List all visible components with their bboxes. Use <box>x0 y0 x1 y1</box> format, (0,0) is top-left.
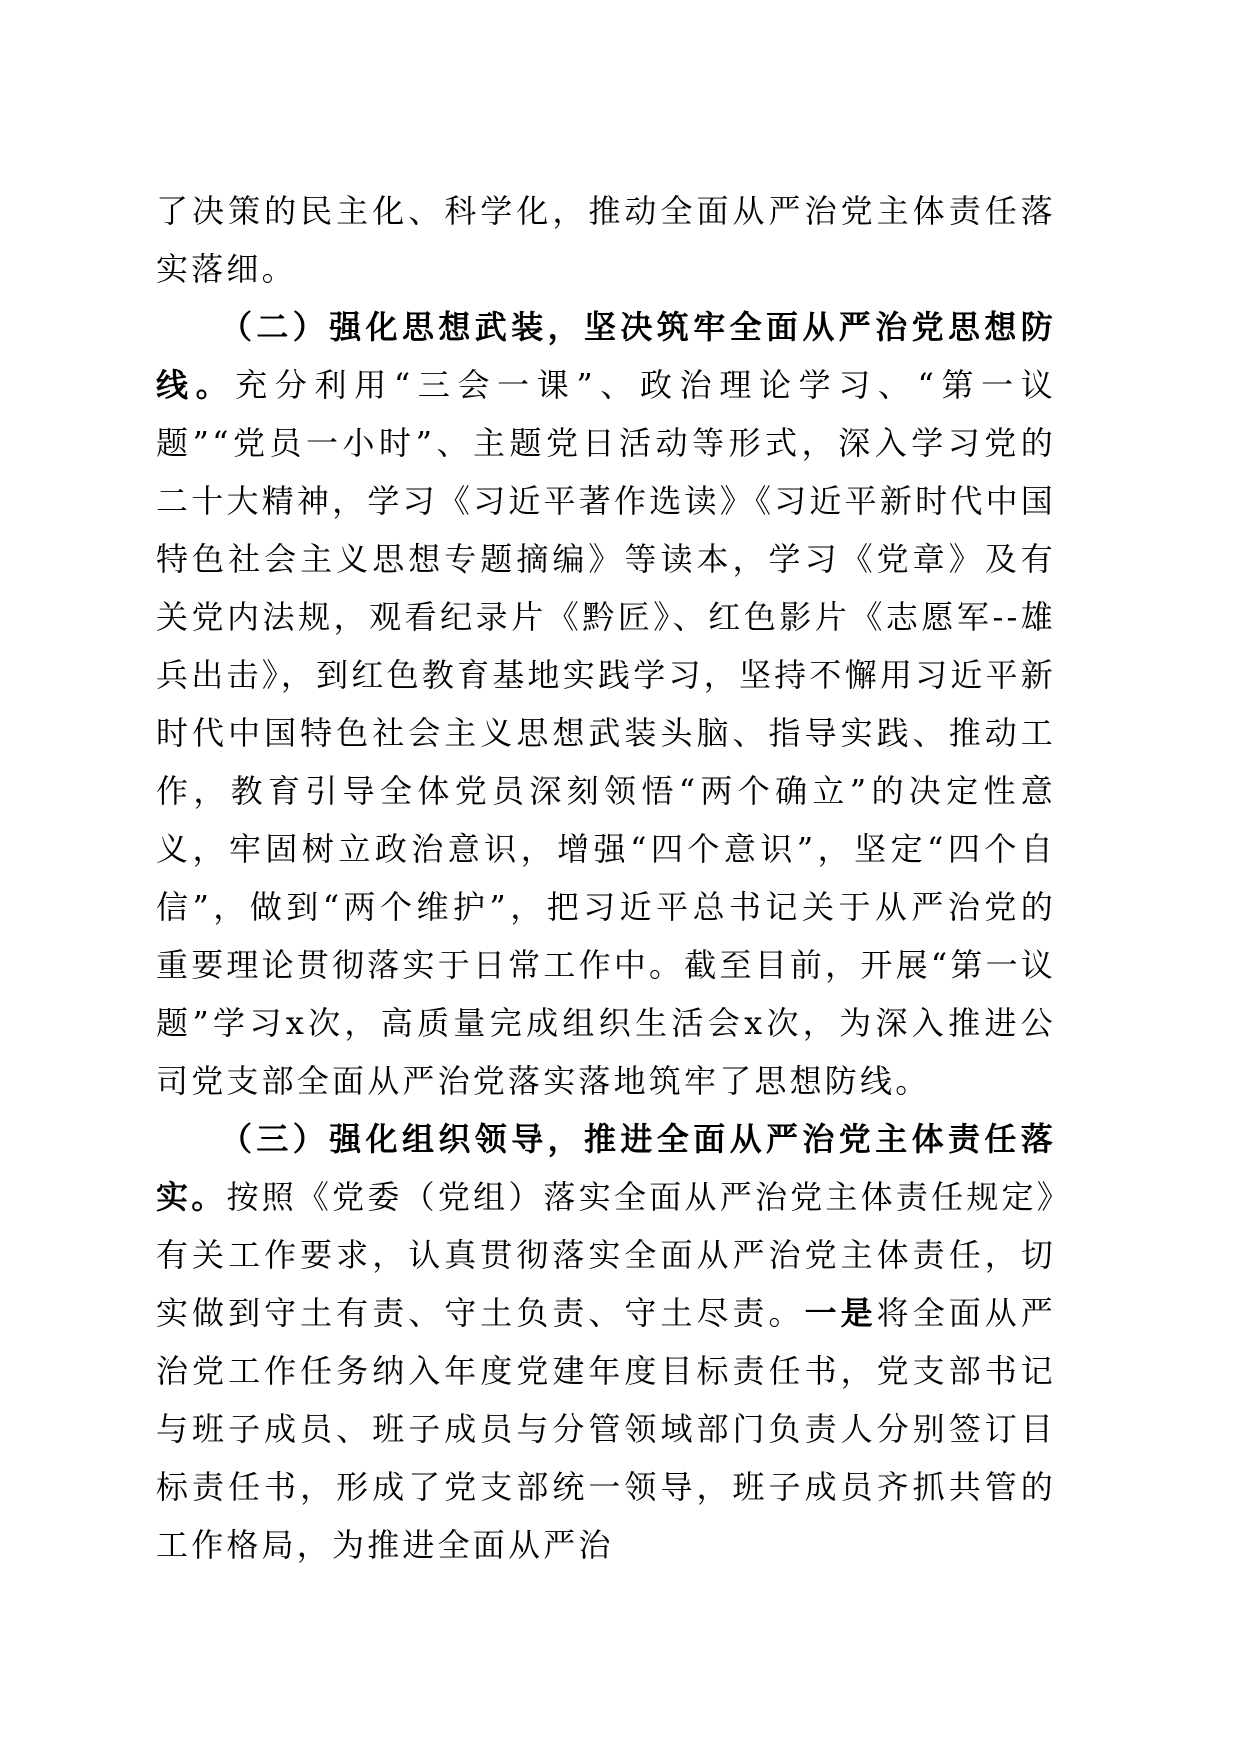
section-3-paragraph <box>156 1110 1056 1574</box>
section-3-heading: （三）强化组织领导，推进全面从严治党主体责任落实。 <box>156 1120 1056 1216</box>
paragraph-text: 了决策的民主化、科学化，推动全面从严治党主体责任落实落细。 <box>156 192 1056 288</box>
point-1-text: 将全面从严治党工作任务纳入年度党建年度目标责任书，党支部书记与班子成员、班子成员与分管领域部门负责人分别签订目标责任书，形成了党支部统一领导，班子成员齐抓共管的工作格局，为推进全面从严治 <box>156 1294 1056 1564</box>
section-2-heading: （二）强化思想武装，坚决筑牢全面从严治党思想防线。 <box>156 308 1056 404</box>
section-3-body-intro: 按照《党委（党组）落实全面从严治党主体责任规定》有关工作要求，认真贯彻落实全面从严治党主体责任，切实做到守土有责、守土负责、守土尽责。 <box>156 1178 1056 1332</box>
section-2-paragraph <box>156 298 1056 1110</box>
document-page <box>156 182 1056 1574</box>
point-1-label: 一是 <box>804 1294 877 1332</box>
section-2-body: 充分利用“三会一课”、政治理论学习、“第一议题”“党员一小时”、主题党日活动等形式，深入学习党的二十大精神，学习《习近平著作选读》《习近平新时代中国特色社会主义思想专题摘编》等读本，学习《党章》及有关党内法规，观看纪录片《黔匠》、红色影片《志愿军--雄兵出击》，到红色教育基地实践学习，坚持不懈用习近平新时代中国特色社会主义思想武装头脑、指导实践、推动工作，教育引导全体党员深刻领悟“两个确立”的决定性意义，牢固树立政治意识，增强“四个意识”，坚定“四个自信”，做到“两个维护”，把习近平总书记关于从严治党的重要理论贯彻落实于日常工作中。截至目前，开展“第一议题”学习x次，高质量完成组织生活会x次，为深入推进公司党支部全面从严治党落实落地筑牢了思想防线。 <box>156 366 1056 1100</box>
paragraph-continuation <box>156 182 1056 298</box>
